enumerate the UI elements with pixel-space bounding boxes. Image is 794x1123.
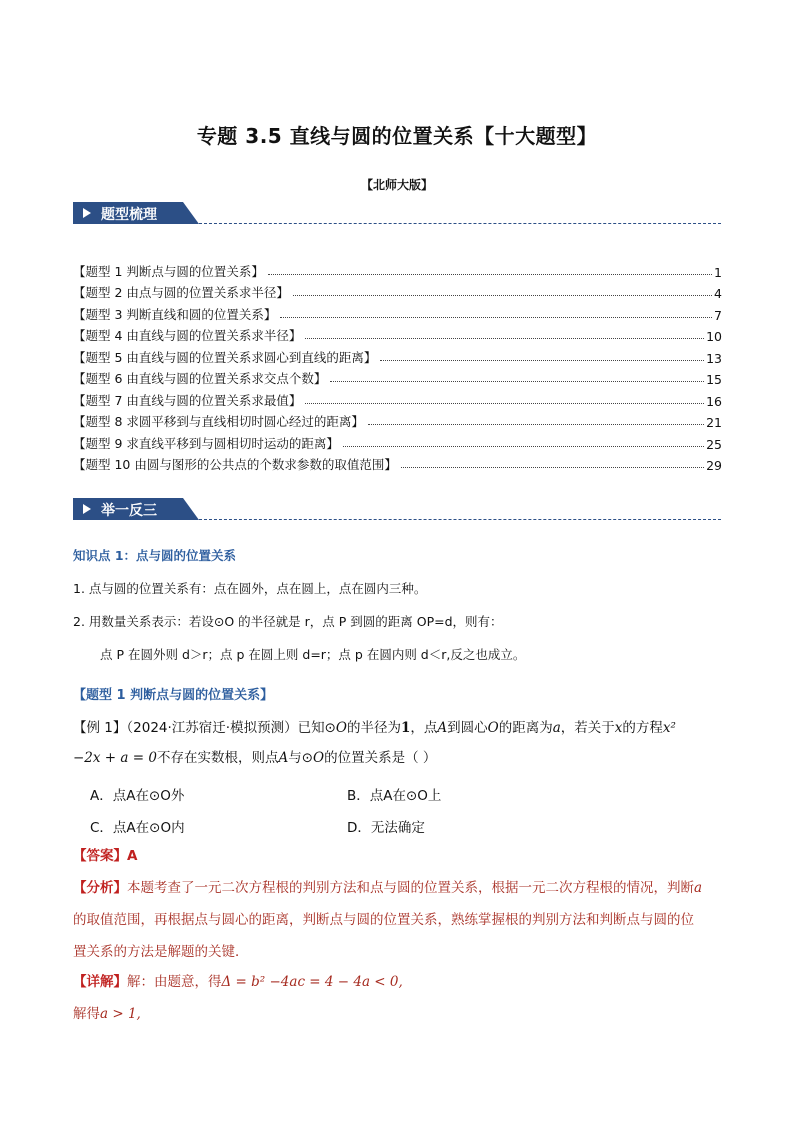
analysis-line1 [73, 878, 702, 898]
toc-item-page: 15 [706, 372, 722, 387]
page-title: 专题 3.5 直线与圆的位置关系【十大题型】 [196, 124, 598, 148]
toc-item[interactable] [73, 344, 722, 366]
toc-item[interactable] [73, 387, 722, 409]
toc-item-page: 10 [706, 329, 722, 344]
math-value: 1 [400, 720, 411, 736]
example-source: （2024·江苏宿迁·模拟预测） [126, 720, 298, 736]
knowledge-paragraph: 点 P 在圆外则 d＞r；点 p 在圆上则 d=r；点 p 在圆内则 d＜r,反之也成立。 [100, 647, 526, 662]
section-title-practice: 举一反三 [101, 503, 157, 519]
toc-leader [368, 424, 704, 425]
toc-item[interactable] [73, 452, 722, 474]
example-question-line2 [73, 748, 436, 768]
math-var: O [313, 750, 325, 766]
example-question-line1 [73, 718, 676, 738]
math-expr: −2x + a = 0 [73, 750, 157, 766]
toc-item-label: 【题型 3 判断直线和圆的位置关系】 [73, 306, 277, 322]
toc-leader [305, 338, 704, 339]
question-text: 的距离为 [498, 720, 553, 736]
math-var: a [552, 720, 561, 736]
toc-item-label: 【题型 9 求直线平移到与圆相切时运动的距离】 [73, 435, 339, 451]
section-divider [199, 223, 721, 224]
math-expr: Δ = b² −4ac = 4 − 4a < 0, [221, 974, 403, 990]
math-var: O [335, 720, 347, 736]
question-text: 不存在实数根，则点 [156, 750, 279, 766]
toc-item-label: 【题型 5 由直线与圆的位置关系求圆心到直线的距离】 [73, 349, 377, 365]
toc-item[interactable] [73, 323, 722, 345]
knowledge-paragraph: 2. 用数量关系表示：若设⊙O 的半径就是 r，点 P 到圆的距离 OP=d，则有： [73, 614, 503, 629]
toc-item-page: 4 [714, 286, 722, 301]
toc-item-label: 【题型 10 由圆与图形的公共点的个数求参数的取值范围】 [73, 457, 397, 472]
toc-item[interactable] [73, 430, 722, 452]
toc-item-label: 【题型 4 由直线与圆的位置关系求半径】 [73, 328, 302, 343]
knowledge-point-title: 知识点 1：点与圆的位置关系 [73, 548, 237, 563]
toc-item-label: 【题型 7 由直线与圆的位置关系求最值】 [73, 392, 302, 408]
math-expr: x² [662, 720, 676, 736]
question-text: 的方程 [622, 720, 663, 736]
detail-line2 [73, 1004, 141, 1024]
toc-item-label: 【题型 1 判断点与圆的位置关系】 [73, 263, 264, 279]
detail-line1 [73, 972, 403, 992]
analysis-line2: 的取值范围，再根据点与圆心的距离，判断点与圆的位置关系，熟练掌握根的判别方法和判断点与圆的位 [73, 912, 694, 928]
math-var: A [278, 750, 289, 766]
toc-leader [268, 274, 712, 275]
toc-item-page: 21 [706, 415, 722, 430]
answer-label: 【答案】 [73, 848, 127, 864]
detail-text: 解：由题意，得 [127, 974, 222, 990]
toc-item[interactable] [73, 366, 722, 388]
math-var: x [614, 720, 623, 736]
toc-item-label: 【题型 6 由直线与圆的位置关系求交点个数】 [73, 371, 327, 386]
toc-item-label: 【题型 2 由点与圆的位置关系求半径】 [73, 285, 289, 300]
analysis-label: 【分析】 [73, 880, 127, 896]
toc-leader [293, 295, 712, 296]
question-text: ，点 [410, 720, 438, 736]
toc-leader [380, 360, 704, 361]
detail-label: 【详解】 [73, 974, 127, 990]
question-text: 已知⊙ [297, 720, 336, 736]
question-text: 到圆心 [447, 720, 488, 736]
section-banner-practice [73, 498, 199, 520]
detail-text: 解得 [73, 1006, 100, 1022]
example-label: 【例 1】 [73, 720, 127, 736]
section-banner-outline [73, 202, 199, 224]
edition-label: 【北师大版】 [360, 178, 433, 192]
toc-item-page: 13 [706, 350, 722, 366]
choice-c[interactable]: C．点A在⊙O内 [90, 820, 185, 836]
toc-item-page: 25 [706, 436, 722, 452]
toc-leader [401, 467, 704, 468]
math-var: A [437, 720, 448, 736]
toc-leader [343, 446, 704, 447]
type-heading: 【题型 1 判断点与圆的位置关系】 [73, 688, 274, 703]
toc-item-page: 7 [714, 307, 722, 323]
knowledge-paragraph: 1. 点与圆的位置关系有：点在圆外，点在圆上，点在圆内三种。 [73, 581, 427, 596]
choice-d[interactable]: D．无法确定 [347, 820, 425, 836]
toc-item-page: 29 [706, 458, 722, 473]
answer-value: A [127, 848, 138, 864]
toc-item-label: 【题型 8 求圆平移到与直线相切时圆心经过的距离】 [73, 414, 364, 429]
analysis-text: 本题考查了一元二次方程根的判别方法和点与圆的位置关系，根据一元二次方程根的情况，判断 [127, 880, 694, 896]
math-expr: a > 1, [100, 1006, 141, 1022]
question-text: 与⊙ [288, 750, 314, 766]
section-title-outline: 题型梳理 [101, 207, 157, 223]
toc-item[interactable] [73, 258, 722, 280]
math-var: a [694, 880, 703, 896]
toc-item-page: 1 [714, 264, 722, 280]
question-text: ，若关于 [560, 720, 615, 736]
toc-item-page: 16 [706, 393, 722, 409]
analysis-line3: 置关系的方法是解题的关键． [73, 944, 249, 960]
toc-leader [280, 317, 712, 318]
toc-leader [330, 381, 704, 382]
toc-item[interactable] [73, 409, 722, 431]
section-divider [199, 519, 721, 520]
math-var: O [487, 720, 499, 736]
answer-line [73, 846, 137, 866]
question-text: 的位置关系是（ ） [324, 750, 437, 766]
question-text: 的半径为 [346, 720, 401, 736]
toc-item[interactable] [73, 280, 722, 302]
choice-b[interactable]: B．点A在⊙O上 [347, 788, 442, 804]
toc-leader [305, 403, 704, 404]
choice-a[interactable]: A．点A在⊙O外 [90, 788, 185, 804]
toc-item[interactable] [73, 301, 722, 323]
table-of-contents [73, 258, 722, 473]
